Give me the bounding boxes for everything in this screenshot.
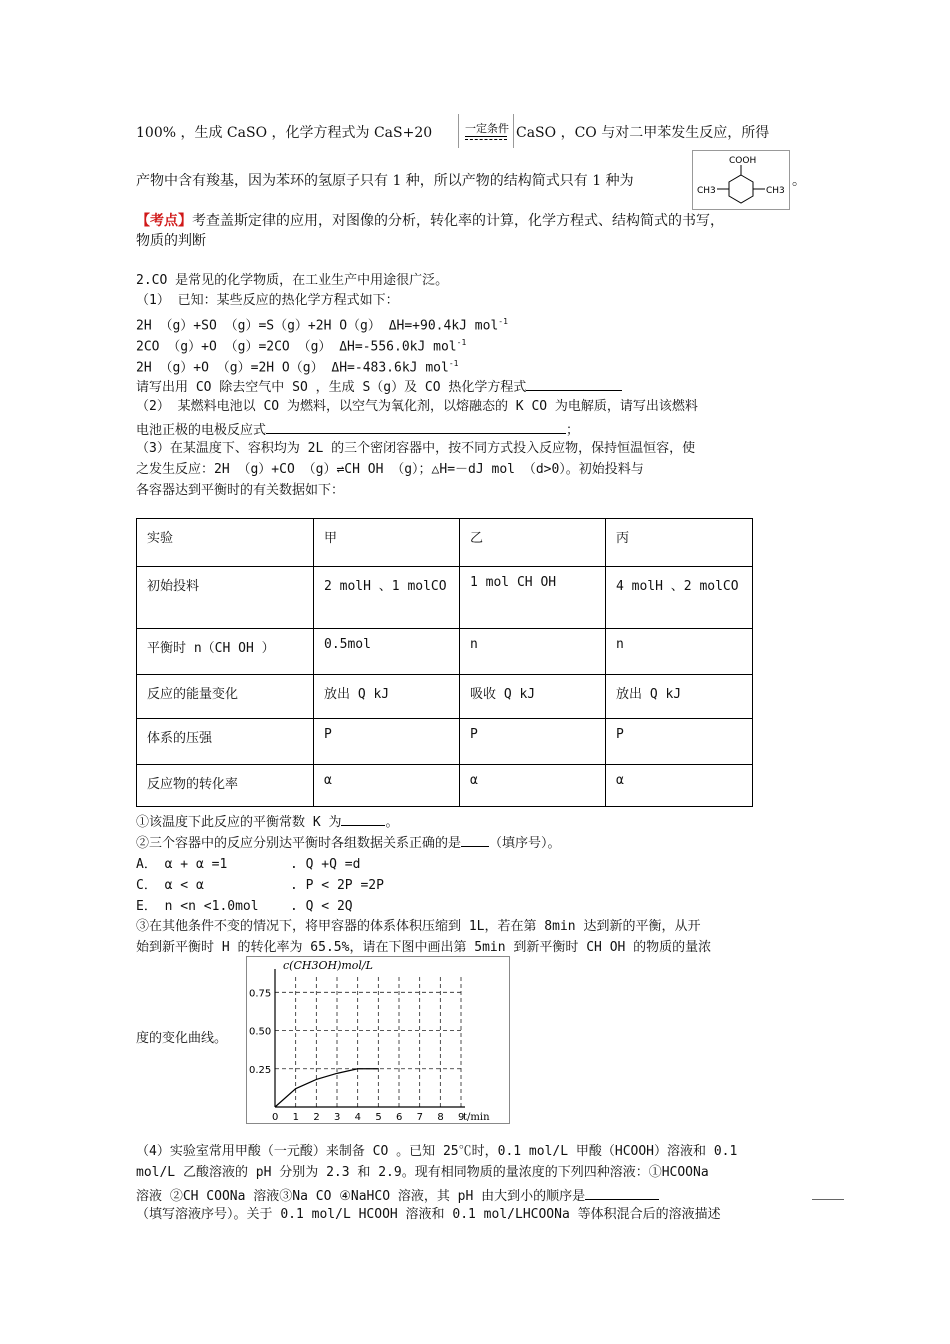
x-tick-label: 9	[458, 1112, 465, 1123]
table-cell: 反应物的转化率	[137, 765, 314, 807]
x-tick-label: 4	[354, 1112, 362, 1123]
concentration-chart	[247, 957, 509, 1123]
reaction-condition-box	[458, 114, 514, 148]
y-tick-label: 0.25	[249, 1064, 272, 1076]
table-cell: α	[606, 765, 753, 807]
answer-blank-1[interactable]	[526, 376, 622, 391]
table-row	[137, 765, 753, 807]
option-c: C． α < α	[136, 878, 204, 893]
table-row	[137, 675, 753, 719]
y-tick-label: 0.75	[249, 988, 272, 1000]
q2-part1: （1） 已知：某些反应的热化学方程式如下：	[136, 293, 399, 308]
line2-text: 产物中含有羧基，因为苯环的氢原子只有 1 种，所以产物的结构简式只有 1 种为	[136, 173, 634, 189]
q2-part3-a: （3）在某温度下、容积均为 2L 的三个密闭容器中，按不同方式投入反应物，保持恒温恒容，使	[136, 441, 696, 456]
q2-part1-ask	[136, 376, 622, 397]
struct-ch3-left: CH3	[697, 186, 716, 196]
x-tick-label: 5	[375, 1112, 382, 1123]
x-tick-label: 7	[416, 1112, 424, 1123]
x-tick-label: 8	[437, 1112, 444, 1123]
option-d: . P < 2P =2P	[290, 878, 384, 893]
y-tick-label: 0.50	[249, 1026, 272, 1038]
table-cell: 4 molH 、2 molCO	[606, 567, 753, 629]
table-cell: 初始投料	[137, 567, 314, 629]
table-cell: α	[314, 765, 460, 807]
table-cell: α	[460, 765, 606, 807]
kaodian-label: 【考点】	[136, 213, 192, 229]
table-cell: 放出 Q kJ	[314, 675, 460, 719]
q2-part3-c: 各容器达到平衡时的有关数据如下：	[136, 483, 345, 498]
sub-question-a-end: 。	[385, 815, 399, 830]
option-a: A． α + α =1	[136, 857, 228, 872]
sub-question-b	[136, 832, 561, 853]
equation-1-text: 2H （g）+SO （g）=S（g）+2H O（g） ΔH=+90.4kJ mol	[136, 318, 499, 334]
sub-question-b-end: （填序号）。	[489, 836, 561, 851]
x-axis-label: t/min	[463, 1112, 490, 1123]
equation-2	[136, 334, 466, 356]
table-cell: P	[606, 719, 753, 765]
q2-part2-b-text: 电池正极的电极反应式	[136, 423, 267, 438]
line2-end: 。	[792, 173, 806, 189]
x-tick-label: 6	[396, 1112, 403, 1123]
q2-part2-b	[136, 419, 579, 440]
table-cell: P	[460, 719, 606, 765]
sub-question-a-text: ①该温度下此反应的平衡常数 K 为	[136, 815, 342, 830]
structural-formula-image	[692, 150, 790, 210]
line1-part-a: 100% ，生成 CaSO ，化学方程式为 CaS+20	[136, 125, 433, 141]
table-cell: 放出 Q kJ	[606, 675, 753, 719]
x-tick-label: 2	[313, 1112, 320, 1123]
table-cell: 体系的压强	[137, 719, 314, 765]
x-tick-label: 0	[272, 1112, 279, 1123]
q2-part4-2: mol/L 乙酸溶液的 pH 分别为 2.3 和 2.9。现有相同物质的量浓度的下列四种溶液：①HCOONa	[136, 1165, 709, 1180]
y-axis-label: c(CH3OH)mol/L	[283, 959, 373, 972]
q2-part2-a: （2） 某燃料电池以 CO 为燃料，以空气为氧化剂，以熔融态的 K CO 为电解质，请写出该燃料	[136, 399, 698, 414]
equilibrium-data-table	[136, 518, 753, 807]
table-header-cell: 实验	[137, 519, 314, 567]
text-line-1	[136, 124, 432, 142]
equation-3-exp: -1	[448, 359, 459, 368]
table-row	[137, 629, 753, 675]
table-cell: 吸收 Q kJ	[460, 675, 606, 719]
answer-blank-4[interactable]	[461, 832, 489, 847]
terephthalic-structure-icon	[693, 151, 789, 209]
q2-part4-3	[136, 1185, 659, 1206]
line1-part-b: CaSO ，CO 与对二甲苯发生反应，所得	[516, 125, 770, 141]
answer-blank-2[interactable]	[266, 419, 566, 434]
table-header-cell: 丙	[606, 519, 753, 567]
condition-arrow-line-2	[465, 139, 507, 140]
struct-cooh-label: COOH	[729, 156, 757, 166]
table-cell: n	[606, 629, 753, 675]
table-header-cell: 乙	[460, 519, 606, 567]
table-header-row	[137, 519, 753, 567]
table-row	[137, 567, 753, 629]
concentration-curve	[275, 1069, 378, 1107]
q2-part3-b: 之发生反应：2H （g）+CO （g）⇌CH OH （g）；△H=－dJ mol （d>0）。初始投料与	[136, 462, 644, 477]
concentration-graph	[246, 956, 510, 1124]
text-line-1b	[516, 124, 769, 142]
kaodian-line-2: 物质的判断	[136, 233, 206, 249]
q2-part2-end: ；	[566, 423, 580, 438]
q2-part4-4: （填写溶液序号）。关于 0.1 mol/L HCOOH 溶液和 0.1 mol/LHCOONa 等体积混合后的溶液描述	[136, 1207, 721, 1222]
sub-question-c-3: 度的变化曲线。	[136, 1031, 228, 1046]
table-cell: 反应的能量变化	[137, 675, 314, 719]
equation-3	[136, 355, 458, 377]
sub-question-c-2: 始到新平衡时 H 的转化率为 65.5%，请在下图中画出第 5min 到新平衡时 CH OH 的物质的量浓	[136, 940, 712, 955]
table-header-cell: 甲	[314, 519, 460, 567]
x-tick-label: 3	[334, 1112, 341, 1123]
x-tick-label: 1	[292, 1112, 300, 1123]
struct-ch3-right: CH3	[766, 186, 785, 196]
kaodian-text: 考查盖斯定律的应用，对图像的分析，转化率的计算，化学方程式、结构简式的书写，	[192, 213, 724, 229]
q2-part1-ask-text: 请写出用 CO 除去空气中 SO ，生成 S（g）及 CO 热化学方程式	[136, 380, 527, 395]
answer-blank-5[interactable]	[585, 1185, 659, 1200]
sub-question-c-1: ③在其他条件不变的情况下，将甲容器的体系体积压缩到 1L，若在第 8min 达到新的平衡，从开	[136, 919, 701, 934]
sub-question-b-text: ②三个容器中的反应分别达平衡时各组数据关系正确的是	[136, 836, 462, 851]
table-cell: 1 mol CH OH	[460, 567, 606, 629]
equation-1	[136, 313, 508, 335]
equation-2-text: 2CO （g）+O （g）=2CO （g） ΔH=-556.0kJ mol	[136, 339, 457, 355]
condition-arrow-line	[465, 136, 507, 137]
kaodian-line	[136, 212, 724, 230]
equation-2-exp: -1	[456, 338, 467, 347]
table-cell: P	[314, 719, 460, 765]
table-cell: 平衡时 n（CH OH ）	[137, 629, 314, 675]
option-e: E． n <n <1.0mol	[136, 899, 259, 914]
table-row	[137, 719, 753, 765]
q2-part4-1: （4）实验室常用甲酸（一元酸）来制备 CO 。已知 25℃时，0.1 mol/L 甲酸（HCOOH）溶液和 0.1	[136, 1144, 738, 1159]
margin-rule	[812, 1199, 844, 1200]
answer-blank-3[interactable]	[341, 811, 385, 826]
table-cell: n	[460, 629, 606, 675]
equation-3-text: 2H （g）+O （g）=2H O（g） ΔH=-483.6kJ mol	[136, 360, 449, 376]
sub-question-a	[136, 811, 399, 832]
q2-part4-3-text: 溶液 ②CH COONa 溶液③Na CO ④NaHCO 溶液，其 pH 由大到小的顺序是	[136, 1189, 586, 1204]
option-f: . Q < 2Q	[290, 899, 353, 914]
reaction-condition-label: 一定条件	[465, 122, 509, 135]
table-cell: 0.5mol	[314, 629, 460, 675]
table-cell: 2 molH 、1 molCO	[314, 567, 460, 629]
option-b: . Q +Q =d	[290, 857, 361, 872]
q2-intro: 2.CO 是常见的化学物质，在工业生产中用途很广泛。	[136, 273, 449, 288]
equation-1-exp: -1	[498, 317, 508, 326]
text-line-2	[136, 172, 634, 190]
